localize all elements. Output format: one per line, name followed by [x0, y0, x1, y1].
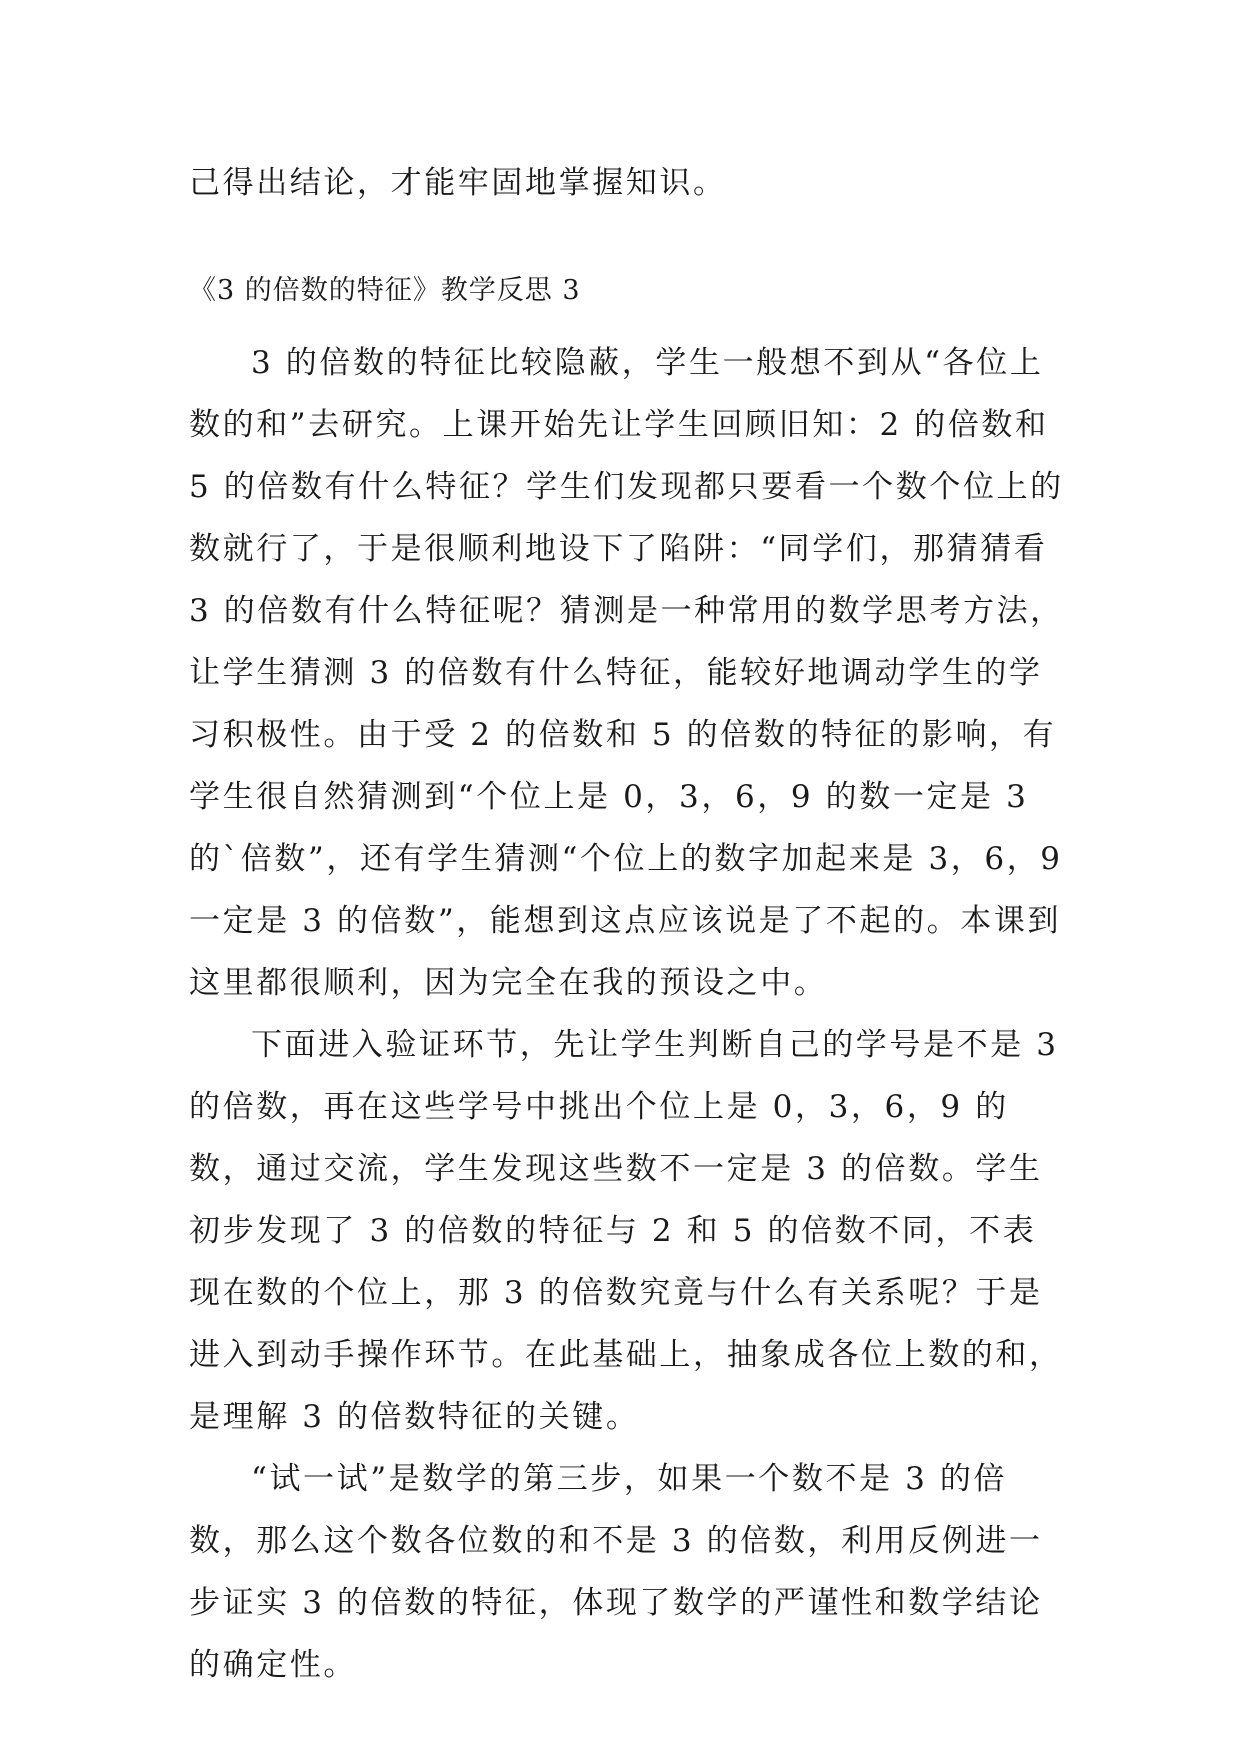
paragraph-1: 3 的倍数的特征比较隐蔽，学生一般想不到从“各位上数的和”去研究。上课开始先让学生回顾旧知：2 的倍数和 5 的倍数有什么特征？学生们发现都只要看一个数个位上的数就行了，于是很顺利地设下了陷阱：“同学们，那猜猜看 3 的倍数有什么特征呢？猜测是一种常用的数学思考方法，让学生猜测 3 的倍数有什么特征，能较好地调动学生的学习积极性。由于受 2 的倍数和 5 的倍数的特征的影响，有学生很自然猜测到“个位上是 0，3，6，9 的数一定是 3 的`倍数”，还有学生猜测“个位上的数字加起来是 3，6，9 一定是 3 的倍数”，能想到这点应该说是了不起的。本课到这里都很顺利，因为完全在我的预设之中。: [189, 345, 1064, 1001]
continued-text: 己得出结论，才能牢固地掌握知识。: [189, 165, 727, 201]
paragraph-3: “试一试”是数学的第三步，如果一个数不是 3 的倍数，那么这个数各位数的和不是 3 的倍数，利用反例进一步证实 3 的倍数的特征，体现了数学的严谨性和数学结论的确定性。: [189, 1461, 1043, 1683]
section-title: 《3 的倍数的特征》教学反思 3: [189, 275, 581, 306]
article-body: [189, 332, 1069, 1696]
paragraph-2: 下面进入验证环节，先让学生判断自己的学号是不是 3 的倍数，再在这些学号中挑出个位上是 0，3，6，9 的数，通过交流，学生发现这些数不一定是 3 的倍数。学生初步发现了 3 的倍数的特征与 2 和 5 的倍数不同，不表现在数的个位上，那 3 的倍数究竟与什么有关系呢？于是进入到动手操作环节。在此基础上，抽象成各位上数的和，是理解 3 的倍数特征的关键。: [189, 1027, 1063, 1435]
